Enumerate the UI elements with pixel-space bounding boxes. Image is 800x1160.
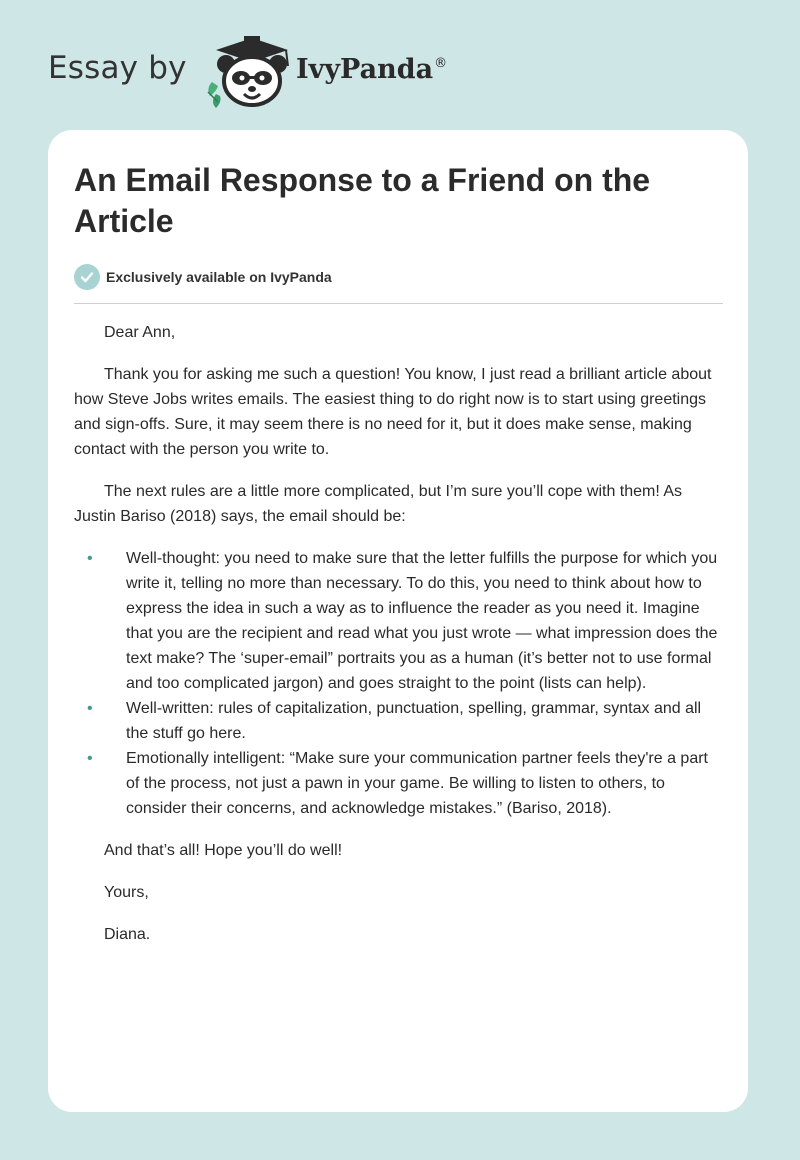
signature: Diana. bbox=[104, 926, 151, 943]
bullet-icon: • bbox=[87, 750, 93, 767]
paragraph: Thank you for asking me such a question! You know, I just read a brilliant article about how Steve Jobs writes emails. The easiest thing to do right now is to start using greetings and sign-offs. Sure, it may seem there is no need for it, but it does make sense, making contact with the person you write to. bbox=[74, 366, 712, 458]
page-title: An Email Response to a Friend on the Article bbox=[74, 162, 651, 239]
brand-name[interactable]: IvyPanda® bbox=[296, 54, 448, 85]
article-card bbox=[48, 130, 748, 1112]
article-body bbox=[74, 320, 724, 964]
essay-by-label: Essay by bbox=[48, 50, 187, 86]
site-header bbox=[48, 36, 748, 108]
list-item: • Well-written: rules of capitalization, punctuation, spelling, grammar, syntax and all the stuff go here. bbox=[74, 696, 724, 746]
bullet-icon: • bbox=[87, 550, 93, 567]
sign-off: Yours, bbox=[104, 884, 149, 901]
check-icon bbox=[74, 264, 100, 290]
greeting: Dear Ann, bbox=[104, 324, 176, 341]
bullet-icon: • bbox=[87, 700, 93, 717]
bullet-list bbox=[74, 546, 724, 821]
list-item: • Emotionally intelligent: “Make sure your communication partner feels they're a part of the process, not just a pawn in your game. Be willing to listen to others, to consider their concerns, and acknowledge mistakes.” (Bariso, 2018). bbox=[74, 746, 724, 821]
divider bbox=[74, 303, 723, 304]
closing-line: And that’s all! Hope you’ll do well! bbox=[104, 842, 343, 859]
list-item: • Well-thought: you need to make sure that the letter fulfills the purpose for which you write it, telling no more than necessary. To do this, you need to think about how to express the idea in such a way as to influence the reader as you need it. Imagine that you are the recipient and read what you just wrote — what impression does the text make? The ‘super-email” portraits you as a human (it’s better not to use formal and too complicated jargon) and goes straight to the point (lists can help). bbox=[74, 546, 724, 696]
exclusive-badge bbox=[74, 263, 332, 291]
paragraph: The next rules are a little more complicated, but I’m sure you’ll cope with them! As Justin Bariso (2018) says, the email should be: bbox=[74, 483, 683, 525]
badge-text: Exclusively available on IvyPanda bbox=[106, 269, 332, 285]
ivypanda-logo-icon[interactable] bbox=[204, 36, 300, 108]
